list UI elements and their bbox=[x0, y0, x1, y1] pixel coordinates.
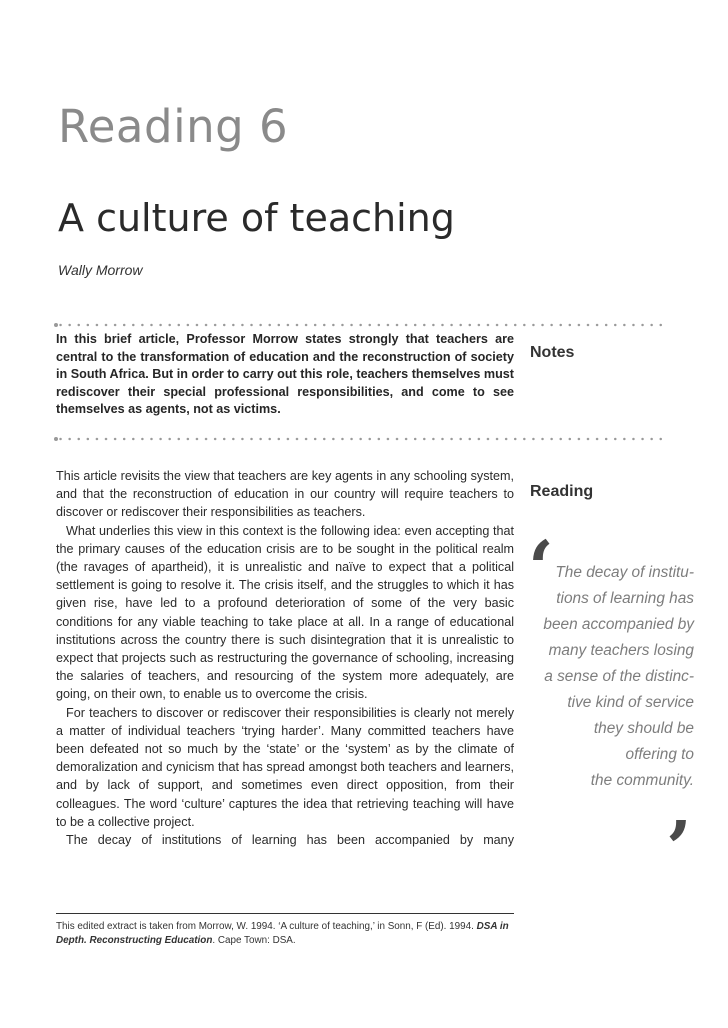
footnote-prefix: This edited extract is taken from Morrow, W. 1994. ‘A culture of teaching,’ in Sonn, F (Ed). 1994. bbox=[56, 921, 474, 932]
author-name: Wally Morrow bbox=[58, 262, 143, 278]
body-paragraph-4: The decay of institutions of learning has been accompanied by many bbox=[66, 833, 514, 848]
intro-summary: In this brief article, Professor Morrow states strongly that teachers are central to the transformation of education and the reconstruction of society in South Africa. But in order to carry out this role, teachers themselves must rediscover their special professional responsibilities, and come to see themselves as agents, not as victims. bbox=[56, 332, 514, 417]
body-paragraph-3: For teachers to discover or rediscover their responsibilities is clearly not merely a matter of individual teachers ‘trying harder’. Many committed teachers have been defeated not so much by the ‘state’ or the ‘system’ as by the climate of demoralization and cynicism that has spread amongst both teachers and learners, and by lack of support, and sometimes even direct opposition, from their colleagues. The word ‘culture’ captures the idea that retrieving teaching will have to be a collective project. bbox=[56, 705, 514, 829]
reading-sidebar-heading: Reading bbox=[530, 483, 594, 500]
pull-quote-line: they should be bbox=[593, 720, 694, 737]
pull-quote-line: many teachers losing bbox=[548, 642, 694, 659]
body-paragraph-2: What underlies this view in this context is the following idea: even accepting that the primary causes of the education crisis are to be sought in the political realm (the ravages of apartheid), it is unrealistic and naïve to expect that a political settlement is going to resolve it. The crisis itself, and the struggles to which it has given rise, have led to a profound deterioration of some of the very basic conditions for any viable teaching to take place at all. In a range of educational institutions across the country there is such disintegration that it is unrealistic to expect that projects such as restructuring the governance of schooling, increasing the salaries of teachers, and resourcing of the system more adequately, are going, on their own, to enable us to overcome the crisis. bbox=[56, 523, 514, 702]
pull-quote bbox=[528, 560, 694, 794]
article-body bbox=[56, 467, 514, 849]
reading-number-heading: Reading 6 bbox=[58, 100, 289, 153]
footnote-suffix: . Cape Town: DSA. bbox=[212, 934, 296, 946]
open-quote-mark: ‘ bbox=[528, 526, 554, 612]
close-quote-mark: ’ bbox=[666, 806, 692, 892]
pull-quote-line: a sense of the distinc- bbox=[544, 668, 694, 685]
article-title: A culture of teaching bbox=[58, 196, 455, 240]
pull-quote-line: the community. bbox=[590, 772, 694, 789]
source-footnote bbox=[56, 920, 514, 947]
notes-heading: Notes bbox=[530, 344, 575, 361]
body-paragraph-1: This article revisits the view that teachers are key agents in any schooling system, and that the reconstruction of education in our country will require teachers to discover or rediscover their responsibilities as teachers. bbox=[56, 469, 514, 520]
dotted-divider-bottom bbox=[56, 437, 666, 441]
pull-quote-line: tions of learning has bbox=[556, 590, 694, 607]
pull-quote-line: offering to bbox=[625, 746, 694, 763]
footnote-rule bbox=[56, 913, 514, 914]
pull-quote-line: been accompanied by bbox=[543, 616, 694, 633]
pull-quote-line: The decay of institu- bbox=[555, 564, 694, 581]
footnote-source-title: DSA in Depth. Reconstructing Education bbox=[56, 921, 509, 946]
dotted-divider-top bbox=[56, 323, 666, 327]
pull-quote-line: tive kind of service bbox=[567, 694, 694, 711]
